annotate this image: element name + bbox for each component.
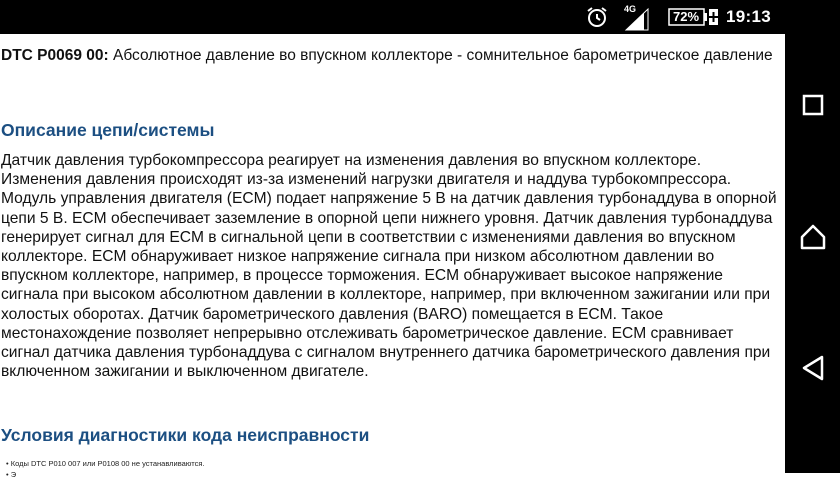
recents-button[interactable] [785,80,840,130]
status-bar [0,0,785,34]
list-item-text: Э [10,470,17,479]
back-button[interactable] [785,343,840,393]
list-item-text: Коды DTC P010 007 или P0108 00 не устанавливаются. [10,459,205,468]
section-body-circuit-description: Датчик давления турбокомпрессора реагирует на изменения давления во впускном коллекторе. Изменения давления происходят из-за изменений нагрузки двигателя и наддува турбокомпрессора. Модуль управления двигателя (ECM) подает напряжение 5 В на датчик давления турбонаддува в опорной цепи 5 В. ECM обеспечивает заземление в опорной цепи нижнего уровня. Датчик давления турбонаддува генерирует сигнал для ECM в сигнальной цепи в соответствии с изменениями давления во впускном коллекторе. ECM обнаруживает низкое напряжение сигнала при низком абсолютном давлении во впускном коллекторе, например, в процессе торможения. ECM обнаруживает высокое напряжение сигнала при высоком абсолютном давлении в коллекторе, например, при включенном зажигании или при холостых оборотах. Датчик барометрического давления (BARO) помещается в ECM. Такое местонахождение позволяет непрерывно отслеживать барометрическое давление. ECM сравнивает сигнал датчика давления турбонаддува с сигналом внутреннего датчика барометрического давления при включенном зажигании и выключенном двигателе. [1,152,777,381]
alarm-clock-icon [586,6,608,28]
section-title-circuit-description: Описание цепи/системы [1,120,215,140]
home-icon [799,224,827,250]
navigation-bar [785,0,840,473]
network-type-label: 4G [624,4,637,14]
section-title-diagnostic-conditions: Условия диагностики кода неисправности [1,425,370,445]
signal-strength-icon [618,3,652,31]
dtc-heading [1,46,776,65]
recents-square-icon [802,94,824,116]
dtc-title: Абсолютное давление во впускном коллекторе - сомнительное барометрическое давление [113,47,773,64]
document-view[interactable] [0,34,785,479]
status-clock: 19:13 [726,7,771,26]
back-triangle-icon [800,355,826,381]
battery-level: 72% [673,9,700,24]
list-item: • Э [6,470,17,479]
list-item: • Коды DTC P010 007 или P0108 00 не устанавливаются. [6,459,205,468]
home-button[interactable] [785,212,840,262]
dtc-code: DTC P0069 00: [1,47,109,64]
